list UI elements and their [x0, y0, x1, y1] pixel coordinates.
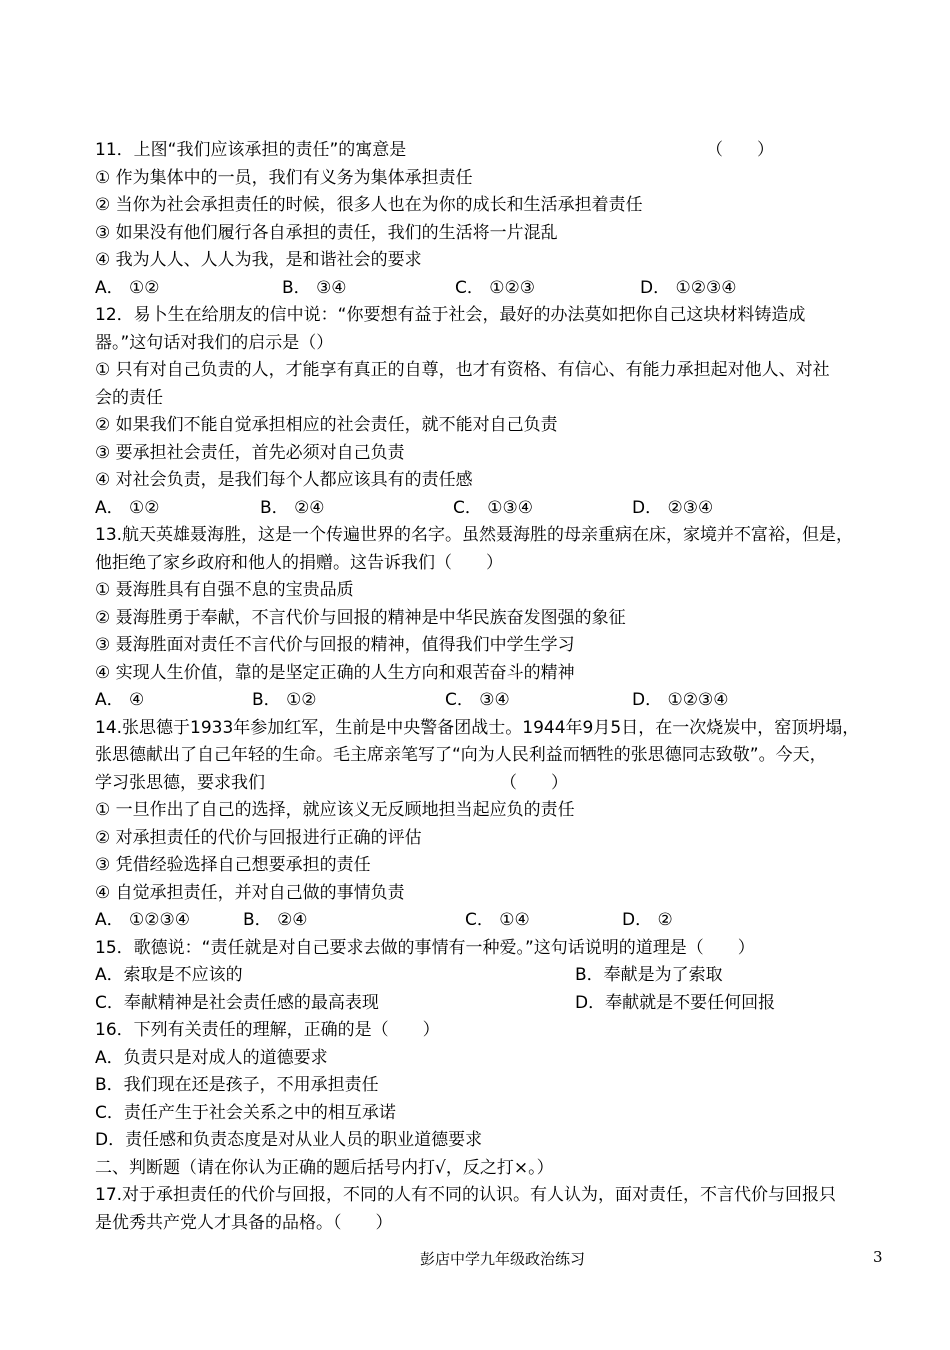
q13-item-1: ① 聂海胜具有自强不息的宝贵品质	[95, 580, 354, 600]
q12-item-3: ③ 要承担社会责任，首先必须对自己负责	[95, 443, 405, 463]
q15-option-d: D．奉献就是不要任何回报	[575, 993, 776, 1013]
q13-options	[95, 690, 855, 712]
page-footer-title: 彭店中学九年级政治练习	[420, 1250, 586, 1268]
q11-option-b: B． ③④	[282, 278, 347, 298]
q14-stem-line-1: 14.张思德于1933年参加红军，生前是中央警备团战士。1944年9月5日，在一次烧炭中，窑顶坍塌，	[95, 718, 860, 738]
q14-stem-line-2: 张思德献出了自己年轻的生命。毛主席亲笔写了“向为人民利益而牺牲的张思德同志致敬”。今天，	[95, 745, 827, 765]
q12-item-1: ① 只有对自己负责的人，才能享有真正的自尊，也才有资格、有信心、有能力承担起对他人、对社	[95, 360, 830, 380]
q11-item-1: ① 作为集体中的一员，我们有义务为集体承担责任	[95, 168, 473, 188]
q13-stem-line-2: 他拒绝了家乡政府和他人的捐赠。这告诉我们（ ）	[95, 553, 503, 573]
q14-item-2: ② 对承担责任的代价与回报进行正确的评估	[95, 828, 422, 848]
q17-stem-line-2: 是优秀共产党人才具备的品格。（ ）	[95, 1213, 393, 1233]
q12-option-d: D． ②③④	[632, 498, 714, 518]
q15-options-row-1	[95, 965, 855, 987]
q11-item-3: ③ 如果没有他们履行各自承担的责任，我们的生活将一片混乱	[95, 223, 558, 243]
q13-item-4: ④ 实现人生价值，靠的是坚定正确的人生方向和艰苦奋斗的精神	[95, 663, 575, 683]
q12-item-1-cont: 会的责任	[95, 388, 163, 408]
q12-stem-line-1: 12．易卜生在给朋友的信中说：“你要想有益于社会，最好的办法莫如把你自己这块材料铸造成	[95, 305, 806, 325]
q14-option-a: A． ①②③④	[95, 910, 190, 930]
q13-item-2: ② 聂海胜勇于奉献，不言代价与回报的精神是中华民族奋发图强的象征	[95, 608, 626, 628]
q11-option-c: C． ①②③	[455, 278, 535, 298]
q13-option-b: B． ①②	[252, 690, 317, 710]
q14-answer-bracket: （ ）	[500, 773, 568, 793]
q12-options	[95, 498, 855, 520]
q12-option-b: B． ②④	[260, 498, 325, 518]
q14-item-4: ④ 自觉承担责任，并对自己做的事情负责	[95, 883, 405, 903]
q11-stem: 11．上图“我们应该承担的责任”的寓意是	[95, 140, 407, 160]
q14-options	[95, 910, 855, 932]
page-number: 3	[873, 1248, 883, 1266]
q16-stem: 16．下列有关责任的理解，正确的是（ ）	[95, 1020, 440, 1040]
q11-option-a: A． ①②	[95, 278, 160, 298]
q14-item-3: ③ 凭借经验选择自己想要承担的责任	[95, 855, 371, 875]
q14-item-1: ① 一旦作出了自己的选择，就应该义无反顾地担当起应负的责任	[95, 800, 575, 820]
q11-options	[95, 278, 855, 300]
q12-item-4: ④ 对社会负责，是我们每个人都应该具有的责任感	[95, 470, 473, 490]
q12-stem-line-2: 器。”这句话对我们的启示是（）	[95, 333, 334, 353]
q14-option-d: D． ②	[622, 910, 673, 930]
q12-option-a: A． ①②	[95, 498, 160, 518]
q15-stem: 15．歌德说：“责任就是对自己要求去做的事情有一种爱。”这句话说明的道理是（ ）	[95, 938, 755, 958]
q12-option-c: C． ①③④	[453, 498, 533, 518]
q13-item-3: ③ 聂海胜面对责任不言代价与回报的精神，值得我们中学生学习	[95, 635, 575, 655]
q16-option-b: B．我们现在还是孩子，不用承担责任	[95, 1075, 379, 1095]
q16-option-d: D．责任感和负责态度是对从业人员的职业道德要求	[95, 1130, 483, 1150]
q11-item-2: ② 当你为社会承担责任的时候，很多人也在为你的成长和生活承担着责任	[95, 195, 643, 215]
q15-option-a: A．索取是不应该的	[95, 965, 243, 985]
q13-option-a: A． ④	[95, 690, 145, 710]
section-heading-judgement: 二、判断题（请在你认为正确的题后括号内打√，反之打×。）	[95, 1158, 554, 1178]
q11-option-d: D． ①②③④	[640, 278, 737, 298]
q15-options-row-2	[95, 993, 855, 1015]
q13-option-c: C． ③④	[445, 690, 510, 710]
q14-stem-line-3: 学习张思德，要求我们	[95, 773, 265, 793]
q14-option-c: C． ①④	[465, 910, 530, 930]
q16-option-a: A．负责只是对成人的道德要求	[95, 1048, 328, 1068]
q16-option-c: C．责任产生于社会关系之中的相互承诺	[95, 1103, 396, 1123]
q15-option-b: B．奉献是为了索取	[575, 965, 723, 985]
q11-item-4: ④ 我为人人、人人为我，是和谐社会的要求	[95, 250, 422, 270]
q13-stem-line-1: 13.航天英雄聂海胜，这是一个传遍世界的名字。虽然聂海胜的母亲重病在床，家境并不富裕，但是，	[95, 525, 854, 545]
q14-option-b: B． ②④	[243, 910, 308, 930]
q17-stem-line-1: 17.对于承担责任的代价与回报，不同的人有不同的认识。有人认为，面对责任，不言代价与回报只	[95, 1185, 837, 1205]
q13-option-d: D． ①②③④	[632, 690, 729, 710]
q12-item-2: ② 如果我们不能自觉承担相应的社会责任，就不能对自己负责	[95, 415, 558, 435]
q11-answer-bracket: （ ）	[706, 140, 774, 160]
q15-option-c: C．奉献精神是社会责任感的最高表现	[95, 993, 379, 1013]
